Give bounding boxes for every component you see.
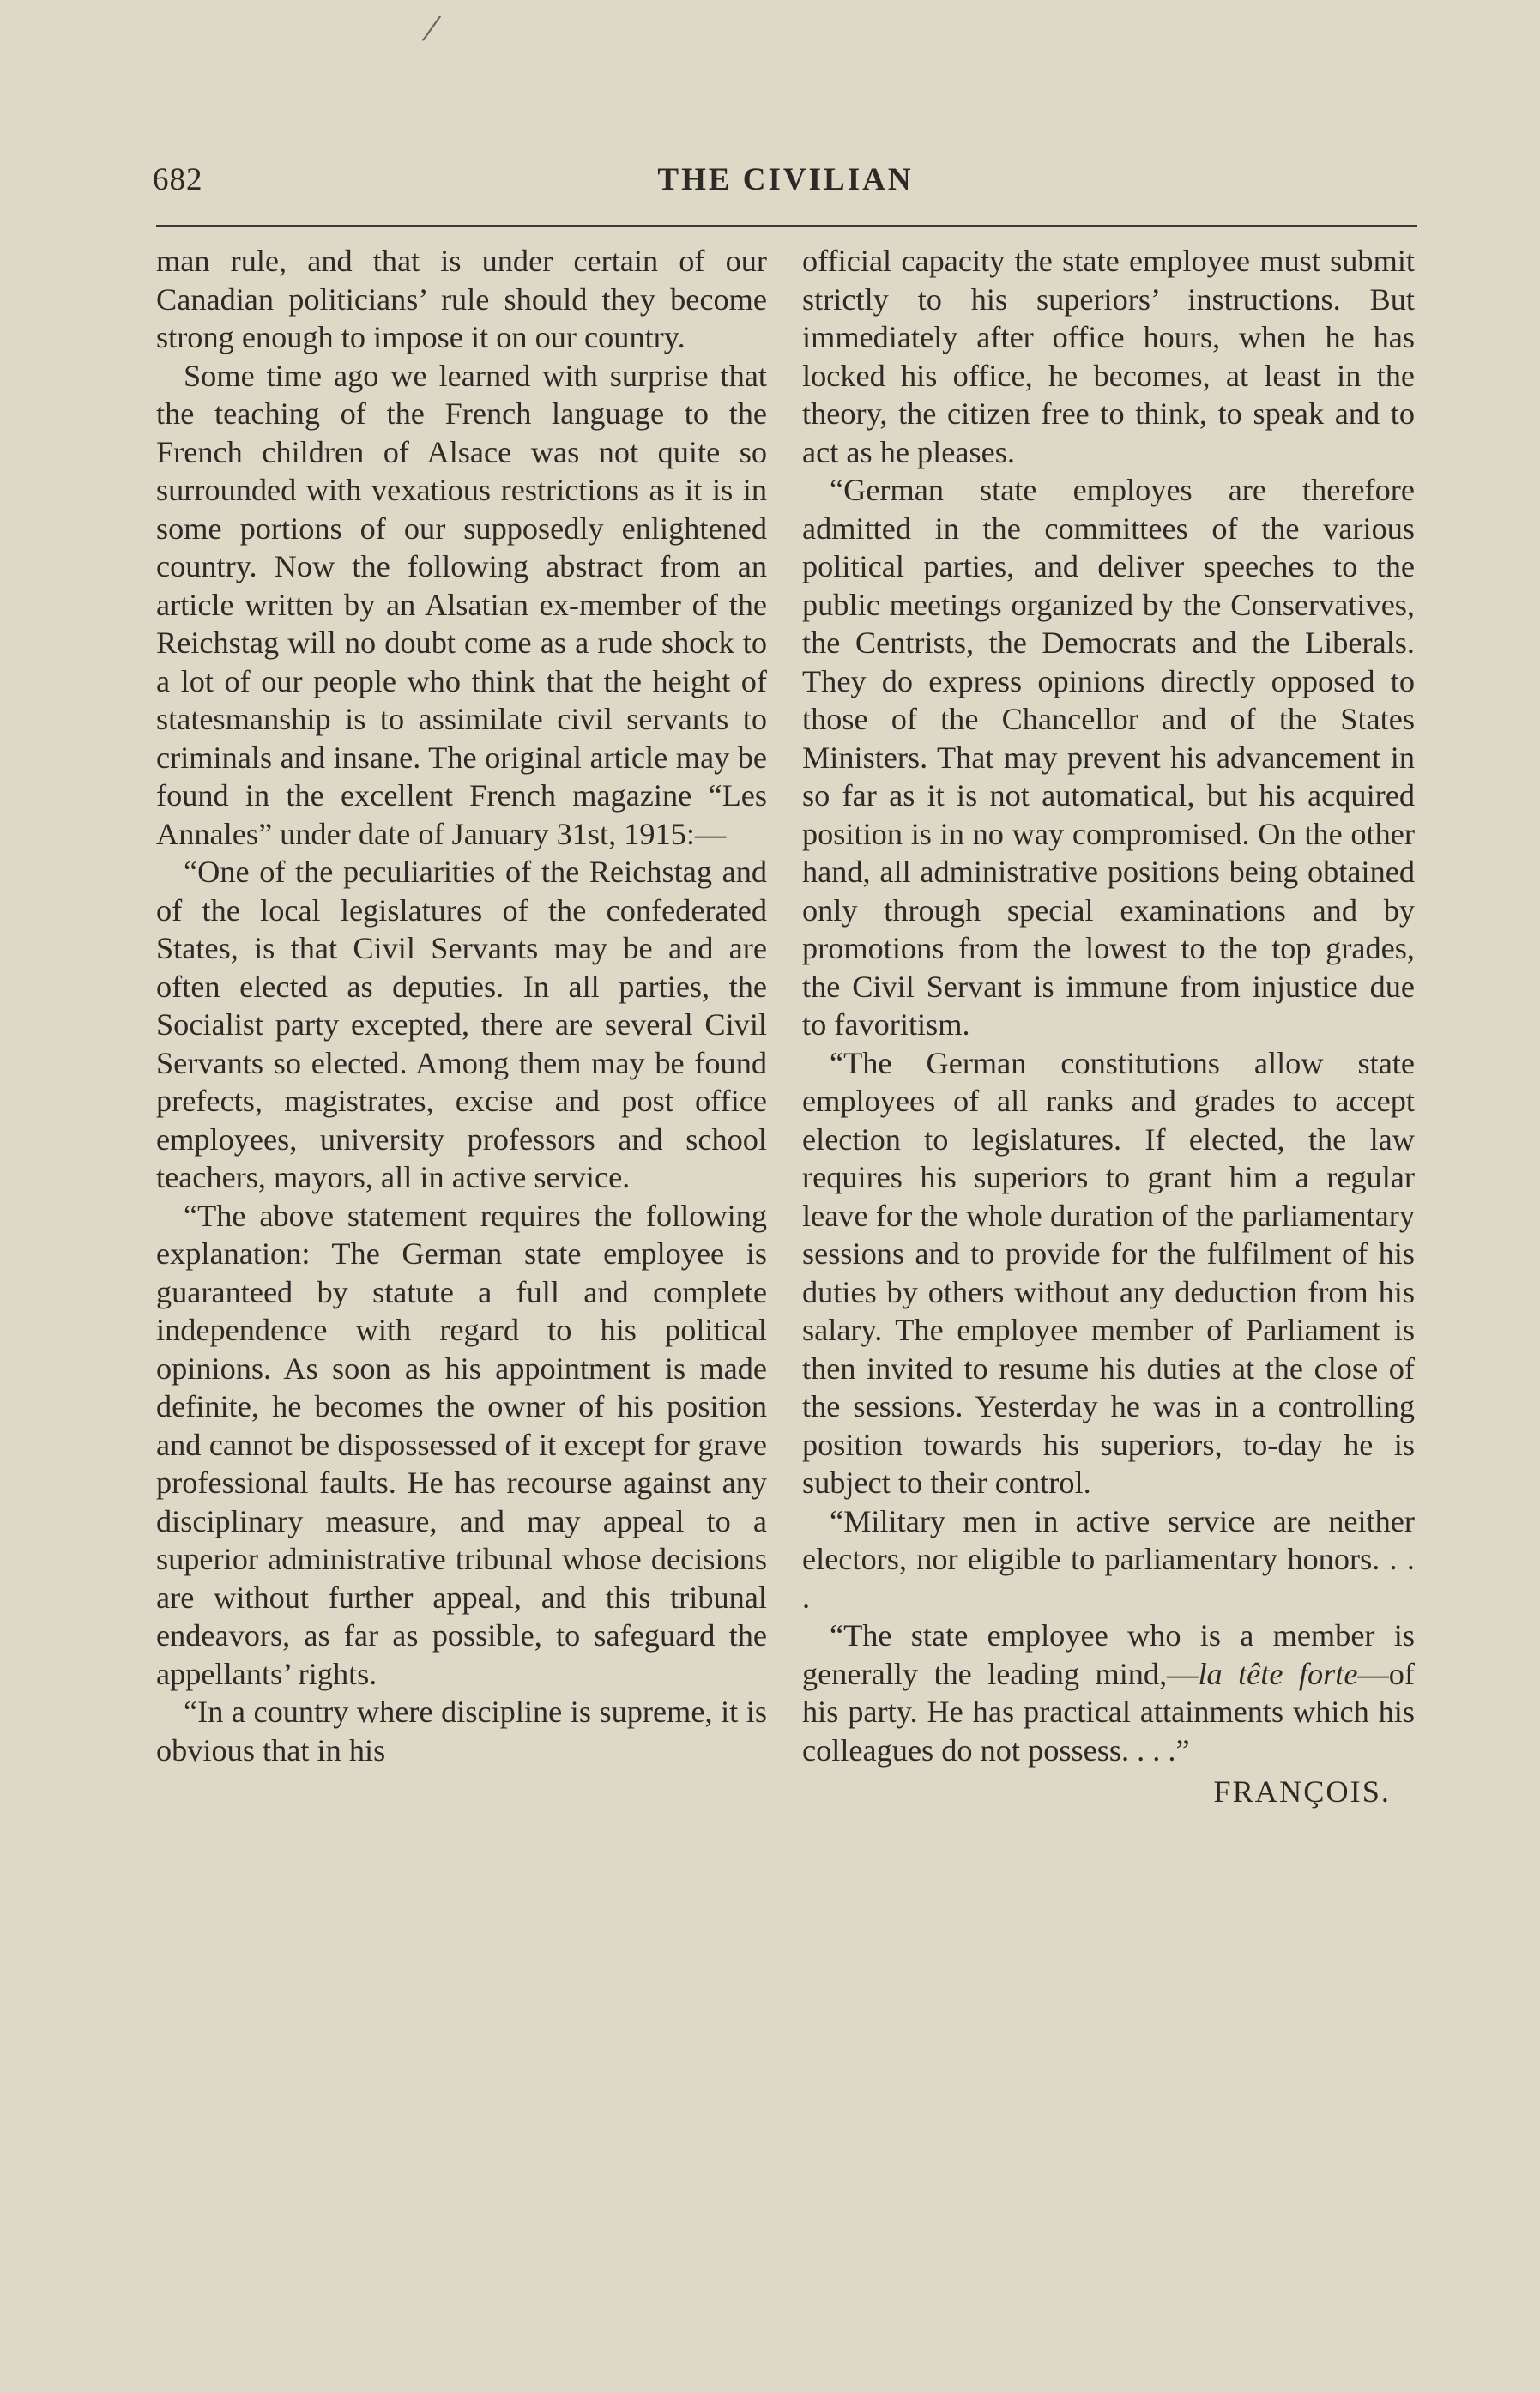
journal-title: THE CIVILIAN xyxy=(657,162,914,197)
paragraph-text: —of his party. He has practical attainments which his colleagues do not possess. . . .” xyxy=(802,1656,1416,1768)
right-column xyxy=(802,242,1415,1811)
italic-phrase: la tête forte xyxy=(1198,1656,1358,1691)
author-signature: FRANÇOIS. xyxy=(1213,1774,1391,1809)
stray-pen-mark: / xyxy=(422,5,440,51)
left-column xyxy=(156,242,767,1769)
paragraph: Some time ago we learned with surprise that the teaching of the French language to the French children of Alsace was not quite so surrounded with vexatious restrictions as it is in some portions of our supposedly enlightened country. Now the following abstract from an article written by an Alsatian ex-member of the Reichstag will no doubt come as a rude shock to a lot of our people who think that the height of statesmanship is to assimilate civil servants to criminals and insane. The original article may be found in the excellent French magazine “Les Annales” under date of January 31st, 1915:— xyxy=(156,358,767,851)
paragraph: “The above statement requires the following explanation: The German state employee is guaranteed by statute a full and complete independence with regard to his political opinions. As soon as his appointment is made definite, he becomes the owner of his position and cannot be dispossessed of it except for grave professional faults. He has recourse against any disciplinary measure, and may appeal to a superior administrative tribunal whose decisions are without further appeal, and this tribunal endeavors, as far as possible, to safeguard the appellants’ rights. xyxy=(156,1198,767,1691)
paragraph: official capacity the state employee must submit strictly to his superiors’ instructions. But immediately after office hours, when he has locked his office, he becomes, at least in the theory, the citizen free to think, to speak and to act as he pleases. xyxy=(802,244,1415,469)
paragraph xyxy=(802,1616,1415,1769)
paragraph: “German state employes are therefore admitted in the committees of the various political parties, and deliver speeches to the public meetings organized by the Conservatives, the Centrists, the Democrats and the Liberals. They do express opinions directly opposed to those of the Chancellor and of the States Ministers. That may prevent his advancement in so far as it is not automatical, but his acquired position is in no way compromised. On the other hand, all administrative positions being obtained only through special examinations and by promotions from the lowest to the top grades, the Civil Servant is immune from injustice due to favoritism. xyxy=(802,473,1415,1042)
paragraph: “In a country where discipline is supreme, it is obvious that in his xyxy=(156,1695,767,1768)
paragraph: “The German constitutions allow state employees of all ranks and grades to accept election to legislatures. If elected, the law requires his superiors to grant him a regular leave for the whole duration of the parliamentary sessions and to provide for the fulfilment of his duties by others without any deduction from his salary. The employee member of Parliament is then invited to resume his duties at the close of the sessions. Yesterday he was in a controlling position towards his superiors, to-day he is subject to their control. xyxy=(802,1045,1415,1500)
header-rule xyxy=(156,225,1417,227)
page-number: 682 xyxy=(153,162,203,197)
paragraph: “One of the peculiarities of the Reichstag and of the local legislatures of the confederated States, is that Civil Servants may be and are often elected as deputies. In all parties, the Socialist party excepted, there are several Civil Servants so elected. Among them may be found prefects, magistrates, excise and post office employees, university professors and school teachers, mayors, all in active service. xyxy=(156,855,767,1194)
paragraph: “Military men in active service are neither electors, nor eligible to parliamentary honors. . . . xyxy=(802,1503,1415,1615)
paragraph: man rule, and that is under certain of our Canadian politicians’ rule should they become strong enough to impose it on our country. xyxy=(156,244,767,354)
page-header xyxy=(153,161,1418,213)
paragraph-text: “The state employee who is a member is generally the leading mind,— xyxy=(802,1618,1415,1691)
